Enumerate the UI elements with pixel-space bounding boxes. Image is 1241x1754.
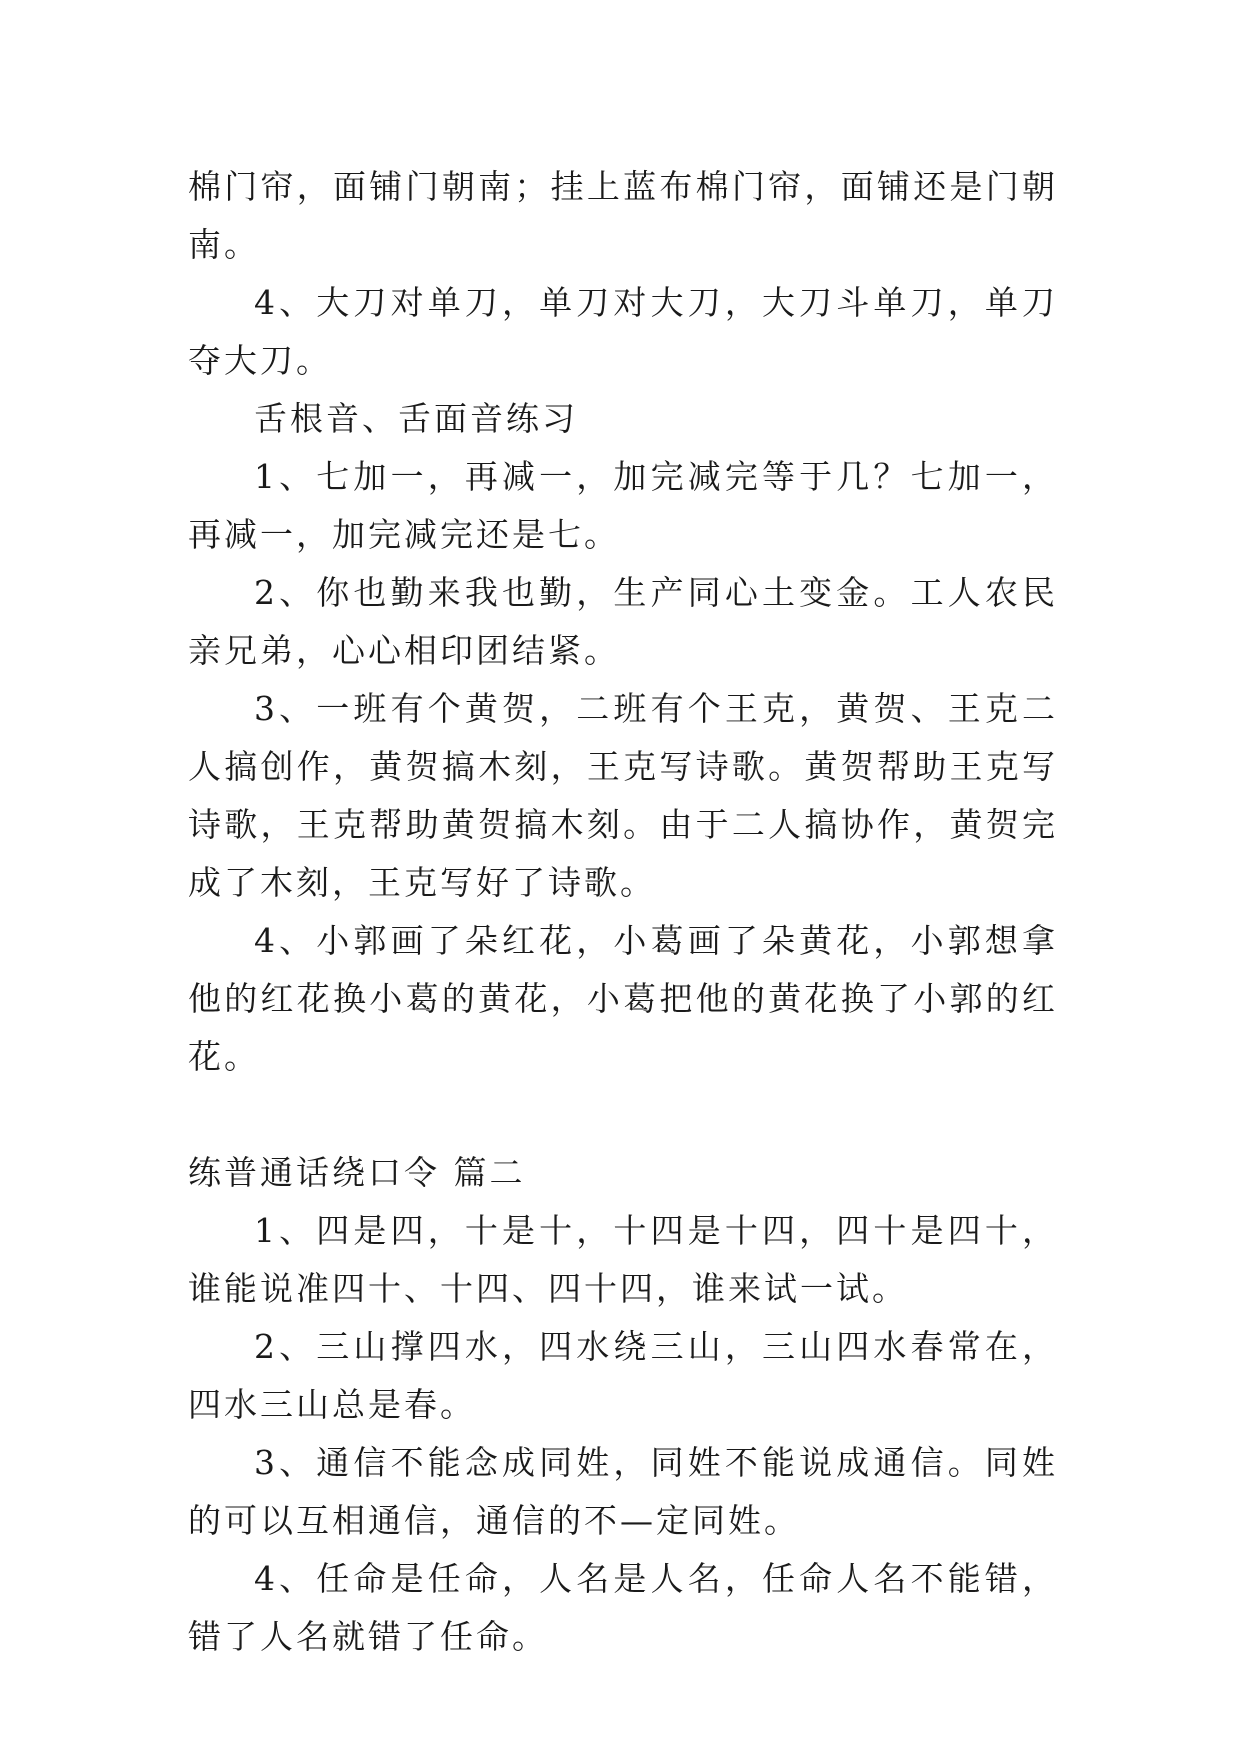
paragraph-section2-item-1: 1、四是四，十是十，十四是十四，四十是四十，谁能说准四十、十四、四十四，谁来试一试。 bbox=[188, 1211, 1058, 1308]
paragraph-continuation: 棉门帘，面铺门朝南；挂上蓝布棉门帘，面铺还是门朝南。 bbox=[188, 167, 1058, 264]
paragraph-item-3: 3、一班有个黄贺，二班有个王克，黄贺、王克二人搞创作，黄贺搞木刻，王克写诗歌。黄贺帮助王克写诗歌，王克帮助黄贺搞木刻。由于二人搞协作，黄贺完成了木刻，王克写好了诗歌。 bbox=[188, 689, 1058, 902]
paragraph-item-2: 2、你也勤来我也勤，生产同心土变金。工人农民亲兄弟，心心相印团结紧。 bbox=[188, 573, 1058, 670]
section-title: 练普通话绕口令 篇二 bbox=[188, 1153, 526, 1192]
subheading-practice: 舌根音、舌面音练习 bbox=[254, 399, 578, 438]
document-body bbox=[188, 158, 1058, 1666]
paragraph-section2-item-2: 2、三山撑四水，四水绕三山，三山四水春常在，四水三山总是春。 bbox=[188, 1327, 1058, 1424]
paragraph-section2-item-4: 4、任命是任命，人名是人名，任命人名不能错，错了人名就错了任命。 bbox=[188, 1559, 1058, 1656]
paragraph-item-1: 1、七加一，再减一，加完减完等于几？七加一，再减一，加完减完还是七。 bbox=[188, 457, 1058, 554]
paragraph-tongue-twister-4: 4、大刀对单刀，单刀对大刀，大刀斗单刀，单刀夺大刀。 bbox=[188, 283, 1058, 380]
paragraph-item-4: 4、小郭画了朵红花，小葛画了朵黄花，小郭想拿他的红花换小葛的黄花，小葛把他的黄花换了小郭的红花。 bbox=[188, 921, 1058, 1076]
paragraph-section2-item-3: 3、通信不能念成同姓，同姓不能说成通信。同姓的可以互相通信，通信的不—定同姓。 bbox=[188, 1443, 1058, 1540]
